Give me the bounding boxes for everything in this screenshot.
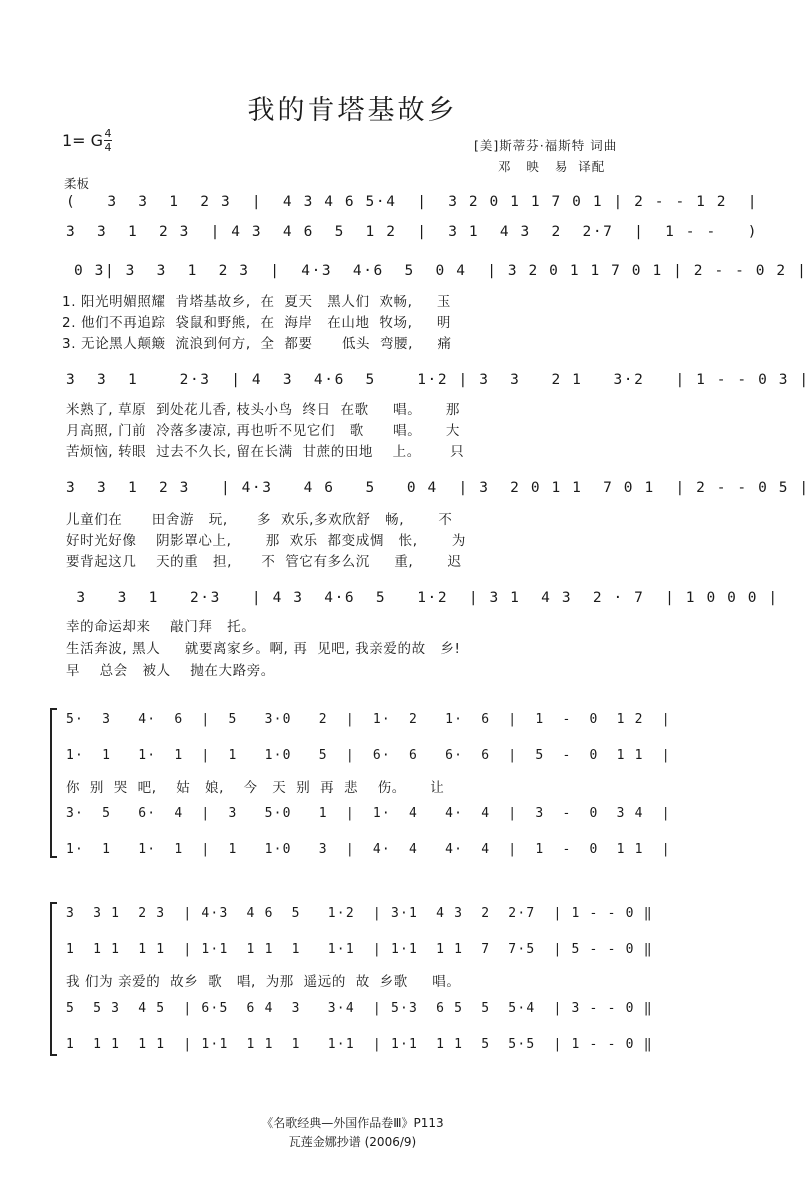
tenor-line: 3· 5 6· 4 | 3 5·0 1 | 1· 4 4· 4 | 3 - 0 3 4 | [66,806,671,821]
alto-line: 1· 1 1· 1 | 1 1·0 5 | 6· 6 6· 6 | 5 - 0 1 1 | [66,748,671,763]
intro-line: ( 3 3 1 2 3 | 4 3 4 6 5·4 | 3 2 0 1 1 7 0 1 | 2 - - 1 2 | [66,194,759,210]
melody-line: 3 3 1 2 3 | 4·3 4 6 5 0 4 | 3 2 0 1 1 7 0 1 | 2 - - 0 5 | [66,480,810,496]
lyricist-credit: [美]斯蒂芬·福斯特 词曲 [474,138,618,153]
intro-line: 3 3 1 2 3 | 4 3 4 6 5 1 2 | 3 1 4 3 2 2·7 | 1 - - ) [66,224,759,240]
lyric-line: 幸的命运却来 敲门拜 托。 [66,619,256,635]
lyric-line: 你 别 哭 吧, 姑 娘, 今 天 别 再 悲 伤。 让 [66,780,445,796]
melody-line: 3 3 1 2·3 | 4 3 4·6 5 1·2 | 3 1 4 3 2 · 7 | 1 0 0 0 | [66,590,779,606]
lyric-line: 苦烦恼, 转眼 过去不久长, 留在长满 甘蔗的田地 上。 只 [66,444,465,460]
time-bottom: 4 [104,141,112,154]
copyist-note: 瓦莲金娜抄谱 (2006/9) [288,1135,417,1149]
lyric-line: 3. 无论黑人颠簸 流浪到何方, 全 都要 低头 弯腰, 痛 [62,336,452,352]
system-bracket [50,708,57,858]
lyric-line: 生活奔波, 黑人 就要离家乡。啊, 再 见吧, 我亲爱的故 乡! [66,641,461,657]
bass-line: 1 1 1 1 1 | 1·1 1 1 1 1·1 | 1·1 1 1 5 5·5 | 1 - - 0 ‖ [66,1037,653,1052]
page-title: 我的肯塔基故乡 [247,95,458,126]
lyric-line: 要背起这几 天的重 担, 不 管它有多么沉 重, 迟 [66,554,462,570]
lyric-line: 1. 阳光明媚照耀 肯塔基故乡, 在 夏天 黑人们 欢畅, 玉 [62,294,452,310]
time-signature [104,128,112,153]
tenor-line: 5 5 3 4 5 | 6·5 6 4 3 3·4 | 5·3 6 5 5 5·4 | 3 - - 0 ‖ [66,1001,653,1016]
melody-line: 0 3| 3 3 1 2 3 | 4·3 4·6 5 0 4 | 3 2 0 1 1 7 0 1 | 2 - - 0 2 | [74,263,808,279]
lyric-line: 米熟了, 草原 到处花儿香, 枝头小鸟 终日 在歌 唱。 那 [66,402,460,418]
soprano-line: 3 3 1 2 3 | 4·3 4 6 5 1·2 | 3·1 4 3 2 2·7 | 1 - - 0 ‖ [66,906,653,921]
lyric-line: 好时光好像 阴影罩心上, 那 欢乐 都变成惆 怅, 为 [66,533,466,549]
bass-line: 1· 1 1· 1 | 1 1·0 3 | 4· 4 4· 4 | 1 - 0 1 1 | [66,842,671,857]
lyric-line: 月高照, 门前 冷落多凄凉, 再也听不见它们 歌 唱。 大 [66,423,460,439]
melody-line: 3 3 1 2·3 | 4 3 4·6 5 1·2 | 3 3 2 1 3·2 | 1 - - 0 3 | [66,372,810,388]
alto-line: 1 1 1 1 1 | 1·1 1 1 1 1·1 | 1·1 1 1 7 7·5 | 5 - - 0 ‖ [66,942,653,957]
time-top: 4 [104,127,112,140]
lyric-line: 2. 他们不再追踪 袋鼠和野熊, 在 海岸 在山地 牧场, 明 [62,315,452,331]
translator-credit: 邓 映 易 译配 [498,159,606,174]
system-bracket [50,902,57,1056]
lyric-line: 早 总会 被人 抛在大路旁。 [66,663,275,679]
soprano-line: 5· 3 4· 6 | 5 3·0 2 | 1· 2 1· 6 | 1 - 0 1 2 | [66,712,671,727]
lyric-line: 我 们为 亲爱的 故乡 歌 唱, 为那 遥远的 故 乡歌 唱。 [66,974,461,990]
key-signature: 1= G [62,131,104,150]
source-note: 《名歌经典—外国作品卷Ⅲ》P113 [261,1116,444,1130]
tempo-marking: 柔板 [64,176,90,191]
lyric-line: 儿童们在 田舍游 玩, 多 欢乐,多欢欣舒 畅, 不 [66,512,453,528]
